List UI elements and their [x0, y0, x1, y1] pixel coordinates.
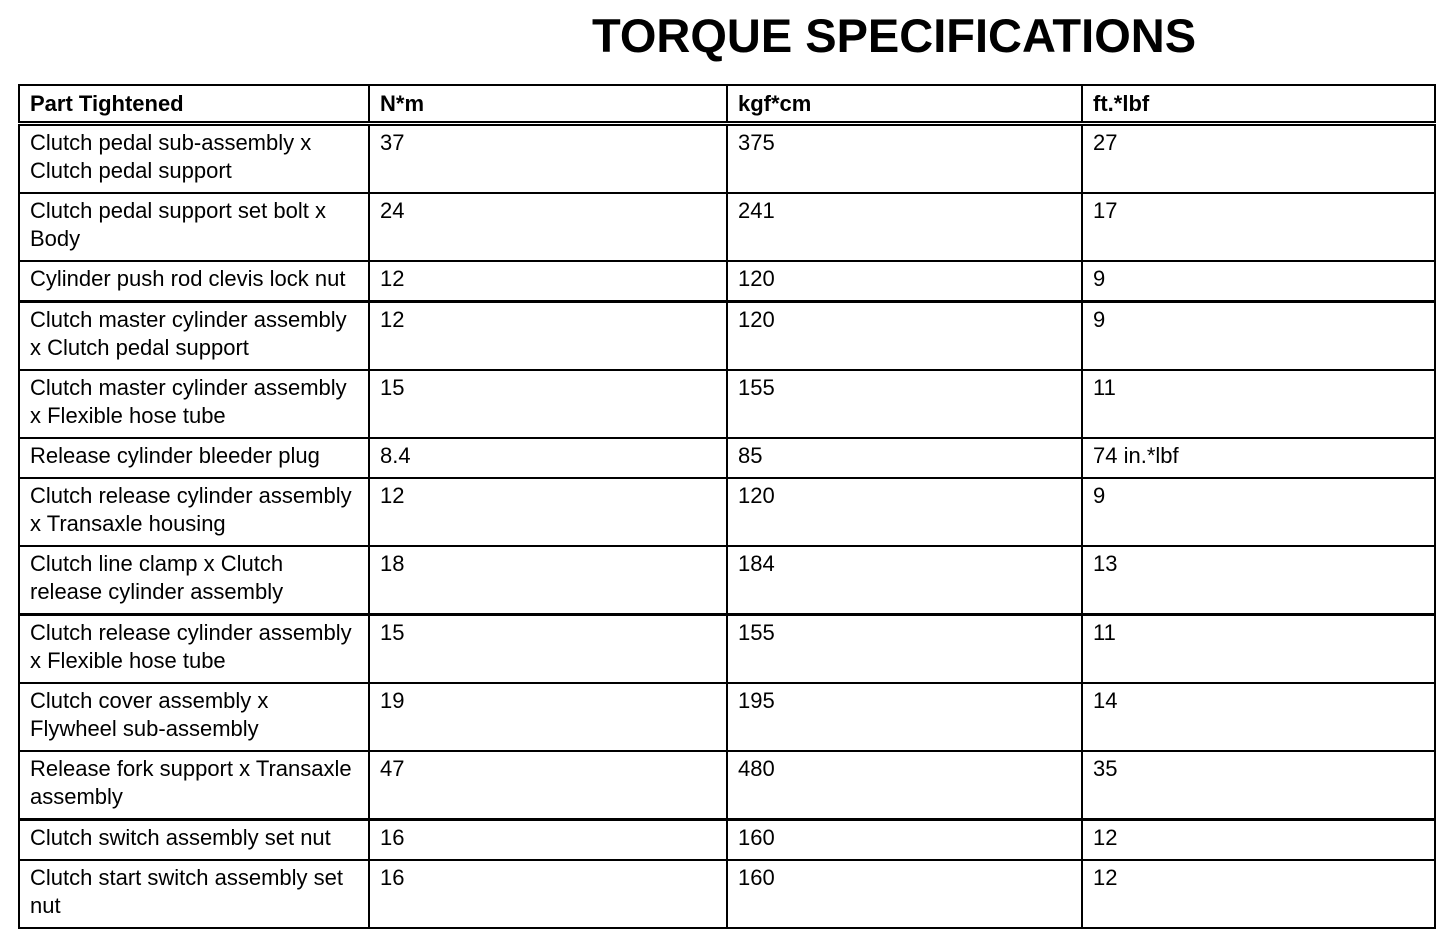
ft-lbf-cell: 9	[1082, 261, 1435, 302]
table-row	[19, 860, 1435, 928]
nm-cell: 16	[369, 860, 727, 928]
part-cell: Clutch line clamp x Clutch release cylinder assembly	[19, 546, 369, 615]
nm-cell: 47	[369, 751, 727, 820]
part-cell: Clutch master cylinder assembly x Flexible hose tube	[19, 370, 369, 438]
table-row	[19, 261, 1435, 302]
part-cell: Release cylinder bleeder plug	[19, 438, 369, 478]
ft-lbf-cell: 17	[1082, 193, 1435, 261]
nm-cell: 16	[369, 820, 727, 861]
kgf-cm-cell: 241	[727, 193, 1082, 261]
table-row	[19, 370, 1435, 438]
nm-cell: 15	[369, 370, 727, 438]
nm-cell: 37	[369, 124, 727, 194]
nm-cell: 8.4	[369, 438, 727, 478]
ft-lbf-cell: 14	[1082, 683, 1435, 751]
table-row	[19, 302, 1435, 371]
table-header-row	[19, 85, 1435, 124]
nm-cell: 15	[369, 615, 727, 684]
part-cell: Clutch master cylinder assembly x Clutch pedal support	[19, 302, 369, 371]
kgf-cm-cell: 155	[727, 370, 1082, 438]
kgf-cm-cell: 480	[727, 751, 1082, 820]
kgf-cm-cell: 120	[727, 261, 1082, 302]
part-cell: Clutch switch assembly set nut	[19, 820, 369, 861]
ft-lbf-cell: 9	[1082, 302, 1435, 371]
table-row	[19, 683, 1435, 751]
part-cell: Cylinder push rod clevis lock nut	[19, 261, 369, 302]
nm-cell: 12	[369, 302, 727, 371]
torque-specifications-table	[18, 84, 1436, 929]
table-row	[19, 478, 1435, 546]
ft-lbf-cell: 11	[1082, 615, 1435, 684]
nm-cell: 12	[369, 478, 727, 546]
kgf-cm-cell: 120	[727, 478, 1082, 546]
header-kgf-cm: kgf*cm	[727, 85, 1082, 124]
kgf-cm-cell: 155	[727, 615, 1082, 684]
ft-lbf-cell: 13	[1082, 546, 1435, 615]
ft-lbf-cell: 12	[1082, 860, 1435, 928]
part-cell: Clutch cover assembly x Flywheel sub-assembly	[19, 683, 369, 751]
table-row	[19, 546, 1435, 615]
kgf-cm-cell: 160	[727, 820, 1082, 861]
nm-cell: 12	[369, 261, 727, 302]
kgf-cm-cell: 375	[727, 124, 1082, 194]
kgf-cm-cell: 160	[727, 860, 1082, 928]
ft-lbf-cell: 9	[1082, 478, 1435, 546]
header-nm: N*m	[369, 85, 727, 124]
table-row	[19, 820, 1435, 861]
nm-cell: 19	[369, 683, 727, 751]
table-row	[19, 193, 1435, 261]
part-cell: Clutch start switch assembly set nut	[19, 860, 369, 928]
part-cell: Clutch release cylinder assembly x Flexible hose tube	[19, 615, 369, 684]
table-row	[19, 124, 1435, 194]
kgf-cm-cell: 184	[727, 546, 1082, 615]
part-cell: Clutch pedal sub-assembly x Clutch pedal support	[19, 124, 369, 194]
table-row	[19, 751, 1435, 820]
kgf-cm-cell: 120	[727, 302, 1082, 371]
ft-lbf-cell: 74 in.*lbf	[1082, 438, 1435, 478]
table-row	[19, 438, 1435, 478]
table-row	[19, 615, 1435, 684]
kgf-cm-cell: 195	[727, 683, 1082, 751]
nm-cell: 24	[369, 193, 727, 261]
header-ft-lbf: ft.*lbf	[1082, 85, 1435, 124]
header-part-tightened: Part Tightened	[19, 85, 369, 124]
ft-lbf-cell: 12	[1082, 820, 1435, 861]
part-cell: Clutch release cylinder assembly x Transaxle housing	[19, 478, 369, 546]
nm-cell: 18	[369, 546, 727, 615]
ft-lbf-cell: 35	[1082, 751, 1435, 820]
torque-table-container	[18, 84, 1434, 929]
ft-lbf-cell: 11	[1082, 370, 1435, 438]
part-cell: Release fork support x Transaxle assembly	[19, 751, 369, 820]
page-title: TORQUE SPECIFICATIONS	[591, 9, 1197, 62]
kgf-cm-cell: 85	[727, 438, 1082, 478]
part-cell: Clutch pedal support set bolt x Body	[19, 193, 369, 261]
ft-lbf-cell: 27	[1082, 124, 1435, 194]
